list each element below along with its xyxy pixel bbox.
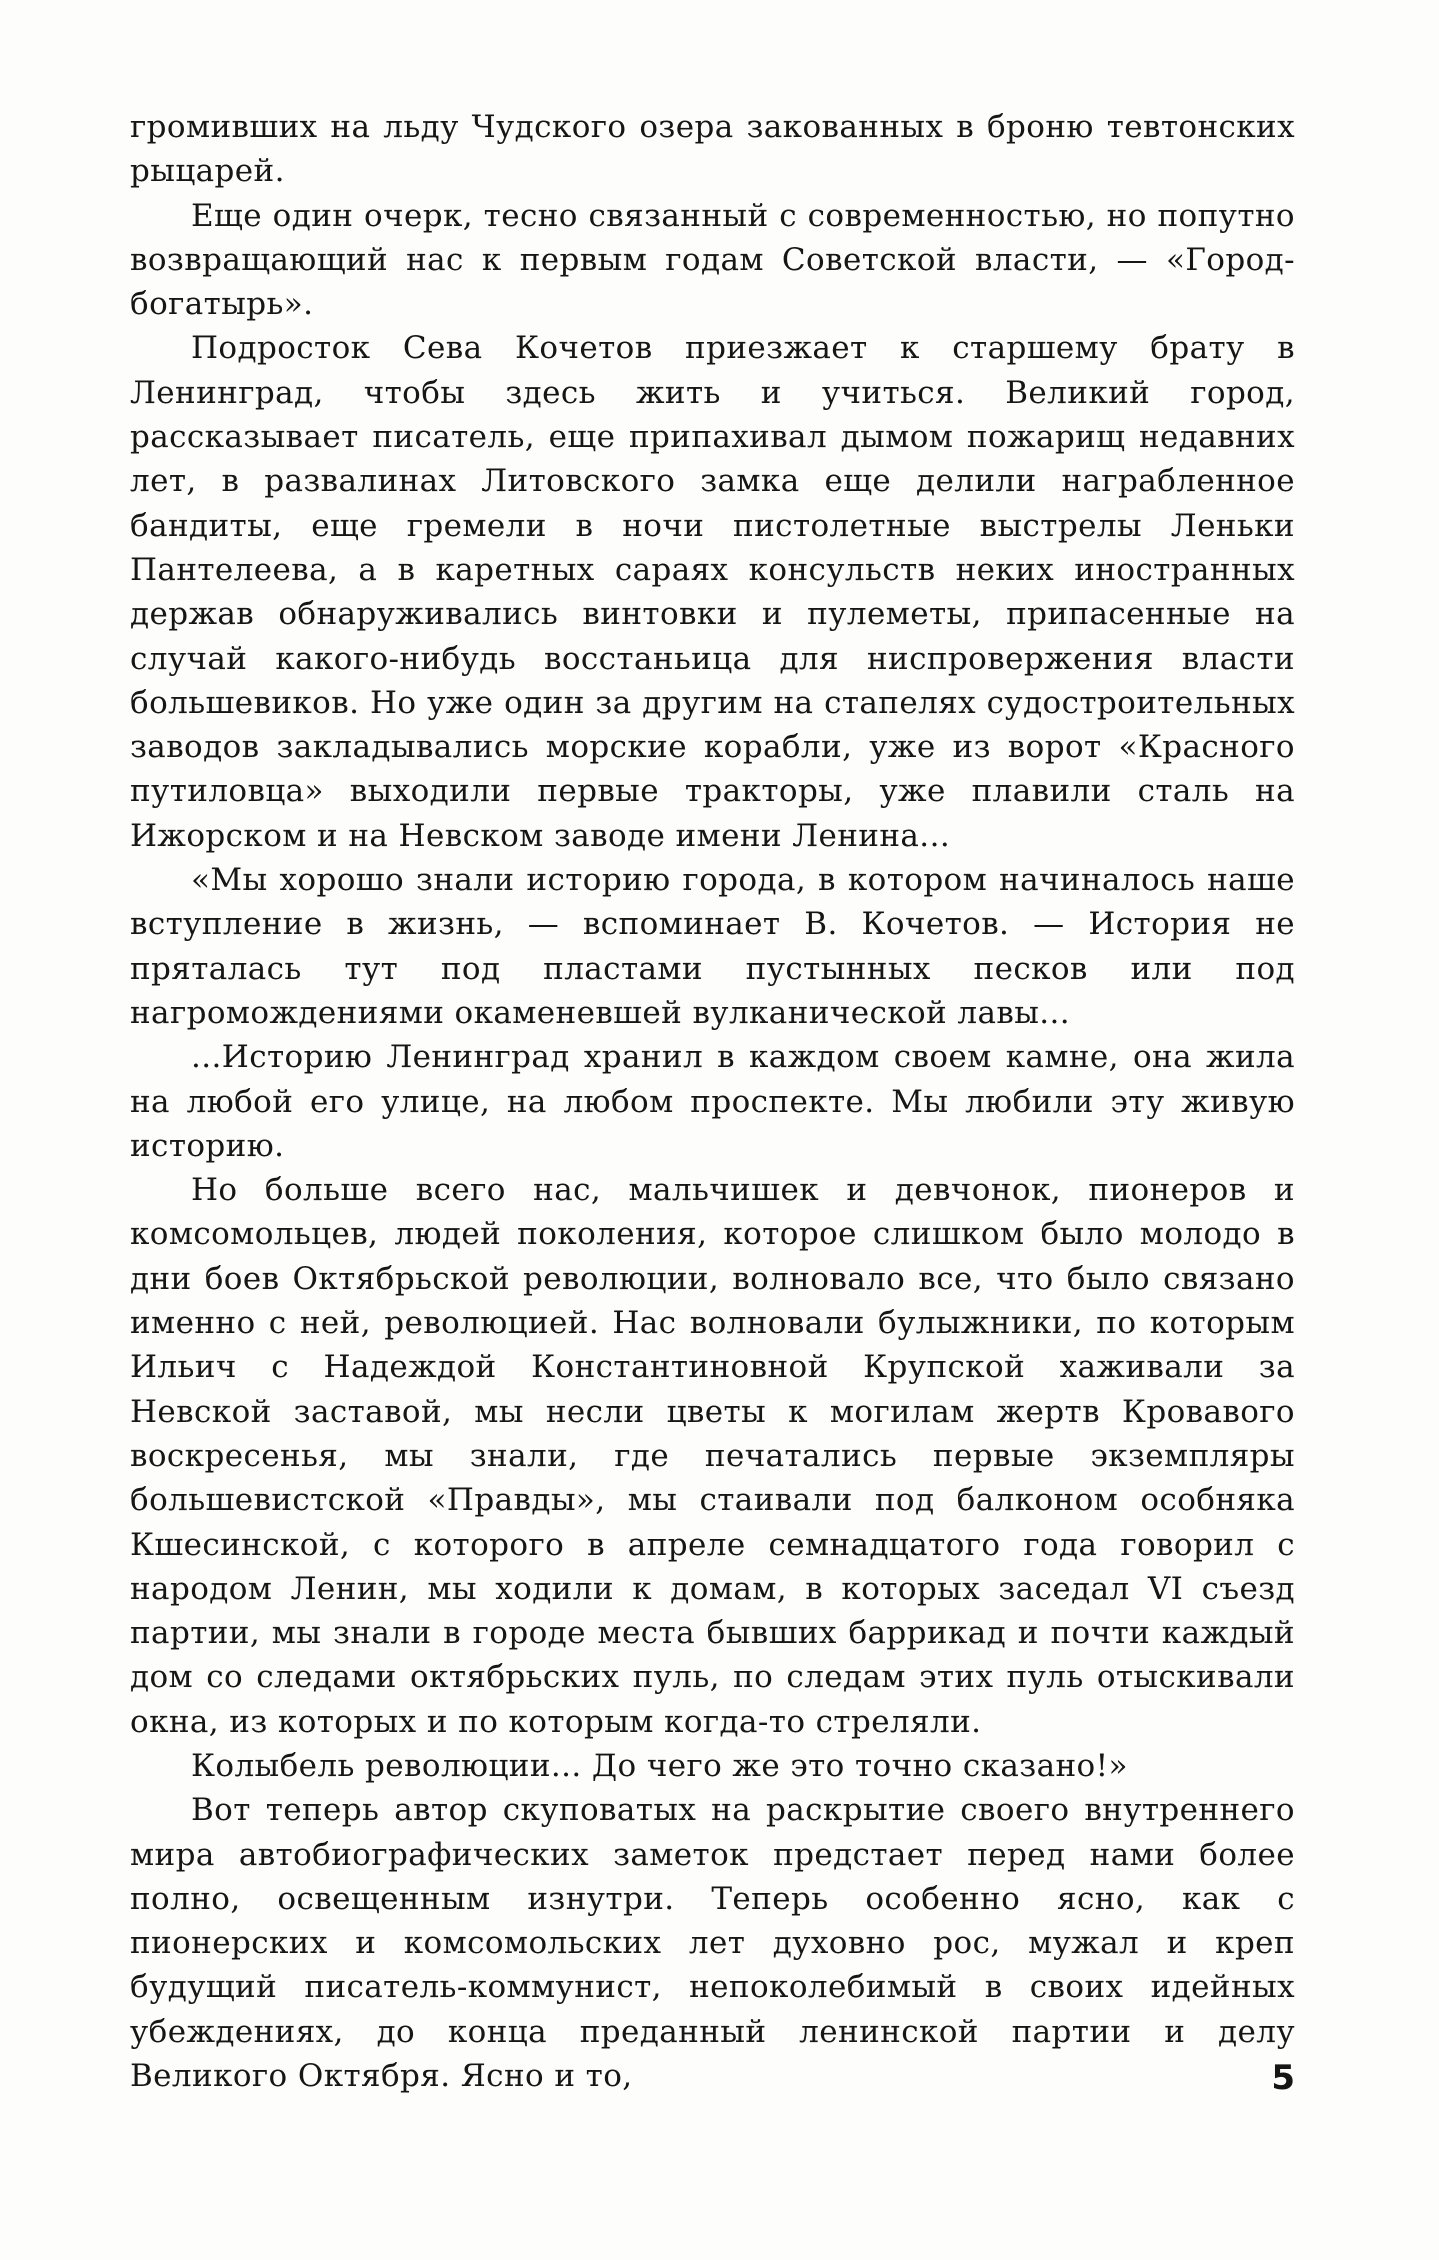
page-number: 5 [1271,2058,1295,2098]
paragraph: Еще один очерк, тесно связанный с современностью, но попутно возвращающий нас к первым годам Советской власти, — «Город-богатырь». [130,197,1295,323]
paragraph: Колыбель революции... До чего же это точно сказано!» [191,1747,1128,1784]
body-text [130,105,1295,2098]
paragraph: Вот теперь автор скуповатых на раскрытие своего внутреннего мира автобиографических заметок предстает перед нами более полно, освещенным изнутри. Теперь особенно ясно, как с пионерских и комсомольских лет духовно рос, мужал и креп будущий писатель-коммунист, непоколебимый в своих идейных убеждениях, до конца преданный ленинской партии и делу Великого Октября. Ясно и то, [130,1792,1295,2095]
paragraph: громивших на льду Чудского озера закованных в броню тевтонских рыцарей. [130,109,1295,190]
paragraph: Но больше всего нас, мальчишек и девчонок, пионеров и комсомольцев, людей поколения, которое слишком было молодо в дни боев Октябрьской революции, волновало все, что было связано именно с ней, революцией. Нас волновали булыжники, по которым Ильич с Надеждой Константиновной Крупской хаживали за Невской заставой, мы несли цветы к могилам жертв Кровавого воскресенья, мы знали, где печатались первые экземпляры большевистской «Правды», мы стаивали под балконом особняка Кшесинской, с которого в апреле семнадцатого года говорил с народом Ленин, мы ходили к домам, в которых заседал VI съезд партии, мы знали в городе места бывших баррикад и почти каждый дом со следами октябрьских пуль, по следам этих пуль отыскивали окна, из которых и по которым когда-то стреляли. [130,1172,1295,1740]
paragraph: «Мы хорошо знали историю города, в котором начиналось наше вступление в жизнь, — вспоминает В. Кочетов. — История не пряталась тут под пластами пустынных песков или под нагромождениями окаменевшей вулканической лавы... [130,862,1295,1031]
paragraph: Подросток Сева Кочетов приезжает к старшему брату в Ленинград, чтобы здесь жить и учиться. Великий город, рассказывает писатель, еще припахивал дымом пожарищ недавних лет, в развалинах Литовского замка еще делили награбленное бандиты, еще гремели в ночи пистолетные выстрелы Леньки Пантелеева, а в каретных сараях консульств неких иностранных держав обнаруживались винтовки и пулеметы, припасенные на случай какого-нибудь восстаньица для ниспровержения власти большевиков. Но уже один за другим на стапелях судостроительных заводов закладывались морские корабли, уже из ворот «Красного путиловца» выходили первые тракторы, уже плавили сталь на Ижорском и на Невском заводе имени Ленина... [130,330,1295,854]
paragraph: ...Историю Ленинград хранил в каждом своем камне, она жила на любой его улице, на любом проспекте. Мы любили эту живую историю. [130,1039,1295,1164]
